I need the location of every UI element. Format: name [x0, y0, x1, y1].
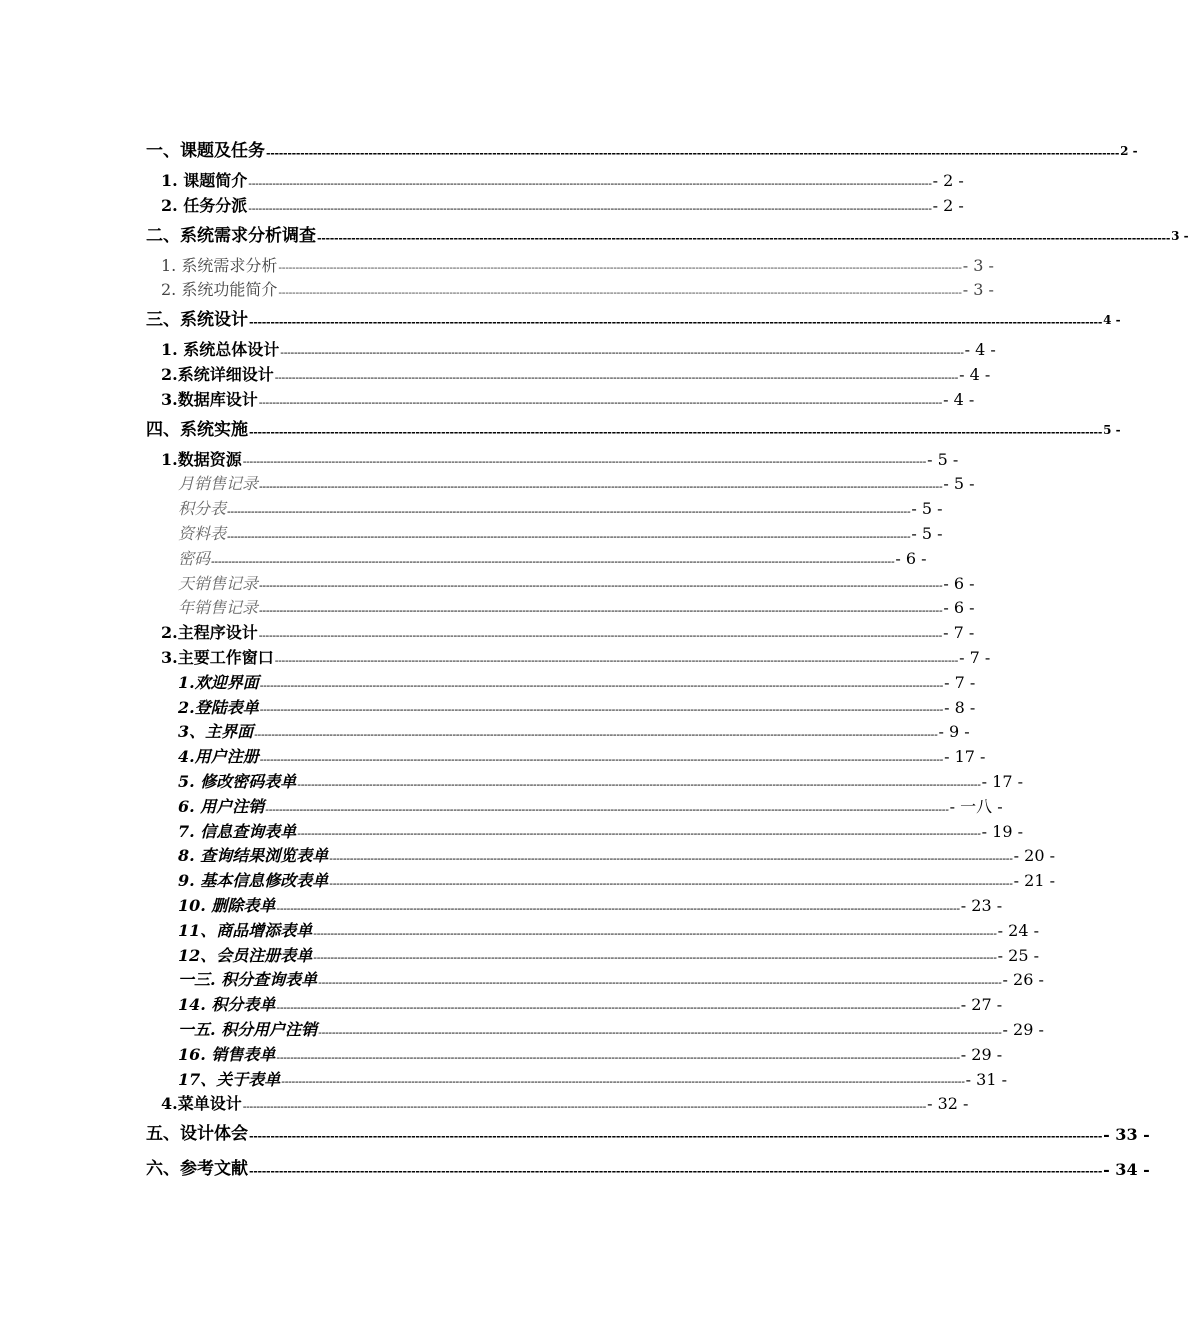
toc-entry-page: - 2 - — [932, 195, 964, 215]
toc-entry-label: 10. 删除表单 — [178, 895, 276, 915]
toc-entry-page: - 26 - — [1002, 970, 1044, 990]
toc-entry-page: - 5 - — [943, 474, 975, 494]
toc-entry-page: - 21 - — [1013, 871, 1055, 891]
toc-entry-label: 年销售记录 — [178, 598, 259, 618]
toc-entry-page: - 17 - — [944, 747, 986, 767]
toc-entry-page: - 29 - — [1002, 1019, 1044, 1039]
toc-entry[interactable] — [146, 869, 1055, 894]
toc-leader-dots: -------------------------------------------------------------------------------------------------------------------------------------------------------------------------------------------------------- — [242, 1100, 927, 1114]
toc-entry[interactable] — [146, 547, 927, 572]
toc-entry-label: 16. 销售表单 — [178, 1044, 276, 1064]
toc-entry-label: 一五. 积分用户注销 — [178, 1019, 318, 1039]
toc-leader-dots: -------------------------------------------------------------------------------------------------------------------------------------------------------------------------------------------------------- — [317, 231, 1171, 245]
toc-entry-page: - 33 - — [1103, 1125, 1150, 1145]
toc-entry-page: - 7 - — [943, 623, 975, 643]
toc-entry-label: 3.主要工作窗口 — [161, 647, 274, 667]
toc-entry-label: 资料表 — [178, 523, 227, 543]
toc-leader-dots: -------------------------------------------------------------------------------------------------------------------------------------------------------------------------------------------------------- — [266, 147, 1120, 160]
toc-leader-dots: -------------------------------------------------------------------------------------------------------------------------------------------------------------------------------------------------------- — [278, 286, 962, 300]
toc-leader-dots: -------------------------------------------------------------------------------------------------------------------------------------------------------------------------------------------------------- — [280, 345, 964, 359]
toc-leader-dots: -------------------------------------------------------------------------------------------------------------------------------------------------------------------------------------------------------- — [329, 876, 1013, 890]
toc-entry-label: 1. 系统需求分析 — [161, 255, 278, 275]
toc-entry-label: 二、系统需求分析调查 — [146, 225, 316, 246]
toc-entry-label: 2. 任务分派 — [161, 195, 248, 215]
toc-entry-label: 三、系统设计 — [146, 310, 248, 331]
toc-leader-dots: -------------------------------------------------------------------------------------------------------------------------------------------------------------------------------------------------------- — [259, 579, 943, 593]
toc-entry-label: 6. 用户注销 — [178, 796, 265, 816]
toc-entry-page: - 27 - — [960, 995, 1003, 1015]
toc-leader-dots: -------------------------------------------------------------------------------------------------------------------------------------------------------------------------------------------------------- — [249, 1165, 1103, 1179]
toc-entry[interactable] — [146, 993, 1003, 1018]
toc-entry[interactable] — [146, 338, 996, 363]
toc-leader-dots: -------------------------------------------------------------------------------------------------------------------------------------------------------------------------------------------------------- — [259, 703, 944, 717]
toc-leader-dots: -------------------------------------------------------------------------------------------------------------------------------------------------------------------------------------------------------- — [258, 395, 943, 409]
toc-entry-page: - 4 - — [959, 364, 991, 384]
toc-entry-page: 2 - — [1120, 144, 1138, 158]
toc-entry-page: - 5 - — [911, 523, 943, 543]
toc-leader-dots: -------------------------------------------------------------------------------------------------------------------------------------------------------------------------------------------------------- — [276, 1000, 960, 1014]
toc-leader-dots: -------------------------------------------------------------------------------------------------------------------------------------------------------------------------------------------------------- — [259, 604, 943, 618]
toc-entry[interactable] — [146, 795, 1003, 820]
toc-leader-dots: -------------------------------------------------------------------------------------------------------------------------------------------------------------------------------------------------------- — [276, 1050, 960, 1064]
toc-leader-dots: -------------------------------------------------------------------------------------------------------------------------------------------------------------------------------------------------------- — [313, 951, 997, 965]
toc-leader-dots: -------------------------------------------------------------------------------------------------------------------------------------------------------------------------------------------------------- — [242, 455, 927, 469]
toc-entry[interactable] — [146, 169, 964, 194]
toc-leader-dots: -------------------------------------------------------------------------------------------------------------------------------------------------------------------------------------------------------- — [313, 926, 997, 940]
toc-entry-label: 17、关于表单 — [178, 1069, 281, 1089]
toc-entry[interactable] — [146, 1043, 1003, 1068]
toc-entry[interactable] — [146, 134, 1138, 169]
toc-leader-dots: -------------------------------------------------------------------------------------------------------------------------------------------------------------------------------------------------------- — [249, 1130, 1103, 1144]
toc-entry[interactable] — [146, 844, 1055, 869]
toc-leader-dots: -------------------------------------------------------------------------------------------------------------------------------------------------------------------------------------------------------- — [248, 176, 932, 190]
toc-entry[interactable] — [146, 745, 986, 770]
toc-entry-page: - 2 - — [932, 171, 964, 190]
toc-entry-page: - 20 - — [1013, 846, 1055, 866]
toc-entry[interactable] — [146, 720, 970, 745]
toc-entry-label: 2. 系统功能简介 — [161, 280, 278, 300]
toc-entry-page: - 25 - — [997, 945, 1039, 965]
toc-entry-label: 4.用户注册 — [178, 747, 259, 767]
toc-entry-page: - 8 - — [944, 697, 976, 717]
toc-entry-label: 一三. 积分查询表单 — [178, 970, 318, 990]
toc-leader-dots: -------------------------------------------------------------------------------------------------------------------------------------------------------------------------------------------------------- — [227, 504, 911, 518]
toc-entry-page: - 23 - — [960, 895, 1003, 915]
toc-entry[interactable] — [146, 278, 994, 303]
toc-leader-dots: -------------------------------------------------------------------------------------------------------------------------------------------------------------------------------------------------------- — [265, 802, 949, 816]
toc-leader-dots: -------------------------------------------------------------------------------------------------------------------------------------------------------------------------------------------------------- — [318, 1025, 1002, 1039]
toc-entry-page: - 31 - — [965, 1069, 1007, 1089]
toc-entry-page: - 19 - — [981, 821, 1023, 841]
toc-leader-dots: -------------------------------------------------------------------------------------------------------------------------------------------------------------------------------------------------------- — [259, 752, 944, 766]
toc-leader-dots: -------------------------------------------------------------------------------------------------------------------------------------------------------------------------------------------------------- — [258, 628, 943, 642]
toc-entry-label: 3.数据库设计 — [161, 389, 258, 409]
toc-entry-page: - 32 - — [927, 1094, 969, 1114]
toc-entry-label: 1.数据资源 — [161, 449, 242, 469]
toc-entry-page: 3 - — [1171, 228, 1189, 243]
toc-entry[interactable] — [146, 1068, 1007, 1093]
toc-entry-label: 一、课题及任务 — [146, 141, 265, 161]
toc-entry-page: - 24 - — [997, 920, 1039, 940]
toc-entry-label: 7. 信息查询表单 — [178, 821, 297, 841]
toc-leader-dots: -------------------------------------------------------------------------------------------------------------------------------------------------------------------------------------------------------- — [249, 316, 1103, 330]
toc-entry-label: 四、系统实施 — [146, 419, 248, 440]
toc-leader-dots: -------------------------------------------------------------------------------------------------------------------------------------------------------------------------------------------------------- — [254, 728, 938, 742]
toc-entry-label: 9. 基本信息修改表单 — [178, 871, 329, 891]
toc-entry-label: 天销售记录 — [178, 573, 259, 593]
toc-entry-label: 六、参考文献 — [146, 1159, 248, 1180]
toc-leader-dots: -------------------------------------------------------------------------------------------------------------------------------------------------------------------------------------------------------- — [211, 554, 895, 568]
toc-entry-page: - 6 - — [895, 548, 927, 568]
toc-entry[interactable] — [146, 621, 975, 646]
toc-entry[interactable] — [146, 646, 991, 671]
toc-entry-label: 4.菜单设计 — [161, 1094, 242, 1114]
toc-entry-page: - 3 - — [962, 280, 994, 300]
toc-entry-label: 五、设计体会 — [146, 1124, 248, 1145]
toc-entry[interactable] — [146, 820, 1023, 845]
toc-entry[interactable] — [146, 944, 1039, 969]
toc-entry-page: - 4 - — [964, 340, 996, 360]
toc-entry-label: 11、商品增添表单 — [178, 920, 313, 940]
toc-entry-page: - 34 - — [1103, 1160, 1150, 1180]
toc-entry-label: 3、主界面 — [178, 722, 254, 742]
toc-leader-dots: -------------------------------------------------------------------------------------------------------------------------------------------------------------------------------------------------------- — [227, 529, 911, 543]
toc-leader-dots: -------------------------------------------------------------------------------------------------------------------------------------------------------------------------------------------------------- — [274, 653, 959, 667]
toc-entry-page: - 17 - — [981, 771, 1023, 791]
toc-entry[interactable] — [146, 194, 964, 219]
toc-entry[interactable] — [146, 671, 976, 696]
toc-leader-dots: -------------------------------------------------------------------------------------------------------------------------------------------------------------------------------------------------------- — [297, 827, 981, 841]
toc-entry[interactable] — [146, 968, 1044, 993]
toc-leader-dots: -------------------------------------------------------------------------------------------------------------------------------------------------------------------------------------------------------- — [281, 1075, 965, 1089]
toc-entry[interactable] — [146, 696, 976, 721]
toc-entry-label: 1.欢迎界面 — [178, 672, 259, 692]
toc-entry[interactable] — [146, 1018, 1044, 1043]
toc-entry-label: 2.登陆表单 — [178, 697, 259, 717]
toc-entry[interactable] — [146, 1152, 1150, 1187]
toc-entry-label: 12、会员注册表单 — [178, 945, 313, 965]
toc-entry-label: 2.系统详细设计 — [161, 364, 274, 384]
toc-entry-label: 5. 修改密码表单 — [178, 771, 297, 791]
toc-leader-dots: -------------------------------------------------------------------------------------------------------------------------------------------------------------------------------------------------------- — [278, 261, 962, 275]
toc-entry-label: 14. 积分表单 — [178, 995, 276, 1015]
toc-entry-page: - 7 - — [959, 647, 991, 667]
toc-entry[interactable] — [146, 1092, 969, 1117]
toc-entry-label: 8. 查询结果浏览表单 — [178, 846, 329, 866]
toc-entry[interactable] — [146, 572, 975, 597]
toc-entry[interactable] — [146, 522, 943, 547]
toc-entry-page: - 4 - — [943, 389, 975, 409]
toc-entry[interactable] — [146, 770, 1023, 795]
toc-entry-label: 2.主程序设计 — [161, 623, 258, 643]
toc-leader-dots: -------------------------------------------------------------------------------------------------------------------------------------------------------------------------------------------------------- — [249, 425, 1103, 439]
toc-leader-dots: -------------------------------------------------------------------------------------------------------------------------------------------------------------------------------------------------------- — [248, 201, 932, 215]
toc-entry-page: - 3 - — [962, 255, 994, 275]
toc-entry-page: - 一八 - — [949, 796, 1003, 816]
toc-entry[interactable] — [146, 596, 975, 621]
toc-entry-page: - 5 - — [911, 499, 943, 519]
toc-entry-label: 月销售记录 — [178, 474, 259, 494]
toc-entry-page: - 6 - — [943, 598, 975, 618]
toc-entry-page: 5 - — [1103, 422, 1121, 437]
toc-entry[interactable] — [146, 919, 1039, 944]
toc-entry-page: - 6 - — [943, 573, 975, 593]
toc-leader-dots: -------------------------------------------------------------------------------------------------------------------------------------------------------------------------------------------------------- — [297, 777, 981, 791]
toc-entry[interactable] — [146, 497, 943, 522]
toc-entry-page: - 9 - — [938, 722, 970, 742]
toc-entry[interactable] — [146, 1117, 1150, 1152]
toc-leader-dots: -------------------------------------------------------------------------------------------------------------------------------------------------------------------------------------------------------- — [276, 901, 960, 915]
toc-entry-label: 1. 课题简介 — [161, 171, 248, 190]
toc-entry-label: 密码 — [178, 548, 211, 568]
toc-entry[interactable] — [146, 254, 994, 279]
toc-entry-page: 4 - — [1103, 313, 1121, 328]
toc-entry[interactable] — [146, 448, 959, 473]
toc-entry[interactable] — [146, 413, 1121, 448]
toc-entry-label: 积分表 — [178, 499, 227, 519]
toc-entry-page: - 29 - — [960, 1044, 1003, 1064]
toc-entry[interactable] — [146, 363, 991, 388]
toc-entry[interactable] — [146, 388, 975, 413]
toc-entry-page: - 5 - — [927, 449, 959, 469]
toc-entry[interactable] — [146, 219, 1189, 254]
toc-leader-dots: -------------------------------------------------------------------------------------------------------------------------------------------------------------------------------------------------------- — [259, 678, 944, 692]
toc-entry[interactable] — [146, 894, 1003, 919]
toc-entry-page: - 7 - — [944, 672, 976, 692]
toc-entry[interactable] — [146, 472, 975, 497]
toc-entry[interactable] — [146, 303, 1121, 338]
toc-leader-dots: -------------------------------------------------------------------------------------------------------------------------------------------------------------------------------------------------------- — [259, 480, 943, 494]
toc-leader-dots: -------------------------------------------------------------------------------------------------------------------------------------------------------------------------------------------------------- — [329, 852, 1013, 866]
toc-leader-dots: -------------------------------------------------------------------------------------------------------------------------------------------------------------------------------------------------------- — [318, 976, 1002, 990]
table-of-contents — [146, 134, 1189, 1187]
toc-leader-dots: -------------------------------------------------------------------------------------------------------------------------------------------------------------------------------------------------------- — [274, 370, 959, 384]
toc-entry-label: 1. 系统总体设计 — [161, 340, 280, 360]
